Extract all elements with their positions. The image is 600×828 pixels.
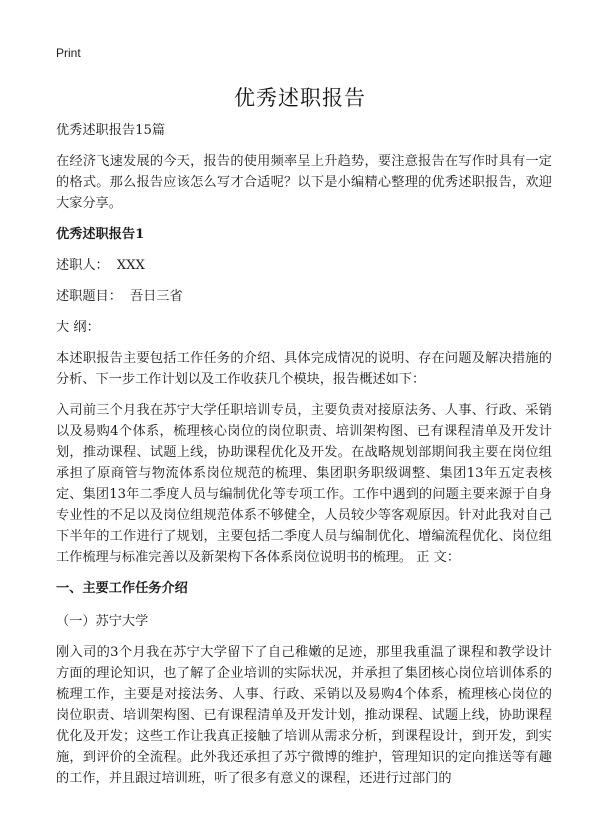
topic-label: 述职题目：: [56, 289, 122, 304]
presenter-value: XXX: [116, 258, 145, 273]
document-subtitle: 优秀述职报告15篇: [56, 123, 166, 138]
topic-value: 吾日三省: [129, 289, 183, 304]
outline-label: 大 纲：: [56, 320, 100, 335]
print-label: Print: [56, 46, 81, 60]
presenter-label: 述职人：: [56, 258, 109, 273]
report-1-heading: 优秀述职报告1: [56, 227, 145, 242]
section-1-heading: 一、主要工作任务介绍: [56, 581, 188, 596]
presenter-field: [56, 255, 552, 276]
page-title: 优秀述职报告: [234, 86, 366, 110]
intro-paragraph: 在经济飞速发展的今天，报告的使用频率呈上升趋势，要注意报告在写作时具有一定的格式。那么报告应该怎么写才合适呢？以下是小编精心整理的优秀述职报告，欢迎大家分享。: [56, 154, 552, 211]
outline-paragraph: 本述职报告主要包括工作任务的介绍、具体完成情况的说明、存在问题及解决措施的分析、下一步工作计划以及工作收获几个模块，报告概述如下：: [56, 351, 552, 387]
subsection-1-heading: （一）苏宁大学: [56, 614, 149, 629]
document-body: [56, 120, 552, 799]
summary-paragraph: 入司前三个月我在苏宁大学任职培训专员，主要负责对接原法务、人事、行政、采销以及易购4个体系，梳理核心岗位的岗位职责、培训架构图、已有课程清单及开发计划，推动课程、试题上线，协助课程优化及开发。在战略规划部期间我主要在岗位组承担了原商管与物流体系岗位规范的梳理、集团职务职级调整、集团13年五定表核定、集团13年二季度人员与编制优化等专项工作。工作中遇到的问题主要来源于自身专业性的不足以及岗位组规范体系不够健全，人员较少等客观原因。针对此我对自己下半年的工作进行了规划，主要包括二季度人员与编制优化、增编流程优化、岗位组工作梳理与标准完善以及新架构下各体系岗位说明书的梳理。 正 文：: [56, 403, 552, 565]
section-1-paragraph: 刚入司的3个月我在苏宁大学留下了自己稚嫩的足迹，那里我重温了课程和教学设计方面的理论知识，也了解了企业培训的实际状况，并承担了集团核心岗位培训体系的梳理工作，主要是对接法务、人事、行政、采销以及易购4个体系，梳理核心岗位的岗位职责、培训架构图、已有课程清单及开发计划，推动课程、试题上线，协助课程优化及开发；这些工作让我真正接触了培训从需求分析，到课程设计，到开发，到实施，到评价的全流程。此外我还承担了苏宁微博的维护，管理知识的定向推送等有趣的工作，并且跟过培训班，听了很多有意义的课程，还进行过部门的: [56, 645, 552, 786]
topic-field: [56, 286, 552, 307]
